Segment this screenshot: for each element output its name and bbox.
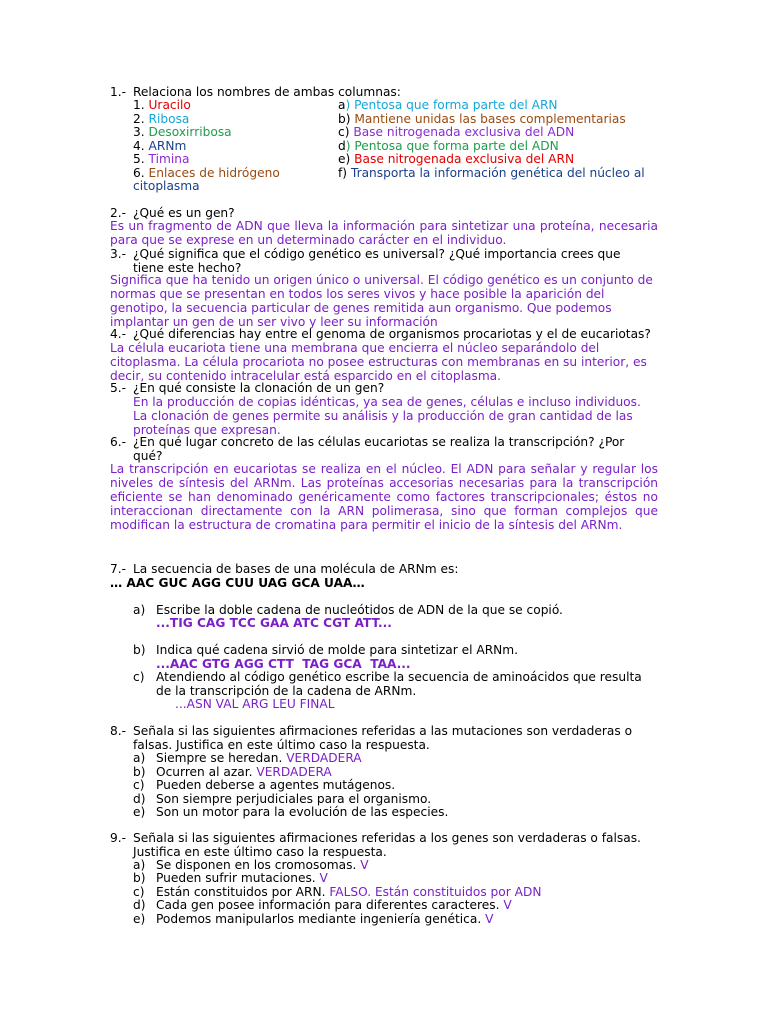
q9-number: 9.- (110, 831, 127, 845)
q9d-letter: d) (133, 898, 146, 912)
q2-number: 2.- (110, 206, 127, 220)
q8d-letter: d) (133, 792, 146, 806)
q8d-item: Son siempre perjudiciales para el organismo. (156, 792, 432, 806)
q6-answer: La transcripción en eucariotas se realiza en el núcleo. El ADN para señalar y regular los niveles de síntesis del ARNm. Las proteínas accesorias necesarias para la transcripción eficiente se han denominado genéricamente como factores transcripcionales; éstos no interaccionan directamente con la ARN polimerasa, sino que forman complejos que modifican la estructura de cromatina para permitir el inicio de la síntesis del ARNm. (110, 462, 658, 532)
q1-right-item-c: c) Base nitrogenada exclusiva del ADN (338, 125, 575, 139)
q5-number: 5.- (110, 381, 127, 395)
q1-right-item-a: a) Pentosa que forma parte del ARN (338, 98, 558, 112)
q9e-item: Podemos manipularlos mediante ingeniería genética. V (156, 912, 494, 926)
q8c-letter: c) (133, 778, 145, 792)
q1-right-item-f: f) Transporta la información genética del núcleo al (338, 166, 645, 180)
q4-number: 4.- (110, 327, 127, 341)
q7a-answer: ...TIG CAG TCC GAA ATC CGT ATT... (156, 616, 392, 630)
q2-prompt: ¿Qué es un gen? (133, 206, 235, 220)
q6-prompt: ¿En qué lugar concreto de las células eucariotas se realiza la transcripción? ¿Por qué? (133, 435, 625, 463)
q1-left-continuation: citoplasma (133, 179, 200, 193)
q1-right-item-d: d) Pentosa que forma parte del ADN (338, 139, 559, 153)
q8b-letter: b) (133, 765, 146, 779)
q4-prompt: ¿Qué diferencias hay entre el genoma de organismos procariotas y el de eucariotas? (133, 327, 651, 341)
q1-left-item-1: 1. Uracilo (133, 98, 191, 112)
q3-number: 3.- (110, 247, 127, 261)
q7b-text: Indica qué cadena sirvió de molde para sintetizar el ARNm. (156, 643, 519, 657)
q3-prompt: ¿Qué significa que el código genético es universal? ¿Qué importancia crees que tiene este hecho? (133, 247, 621, 275)
q9c-item: Están constituidos por ARN. FALSO. Están constituidos por ADN (156, 885, 542, 899)
q8c-item: Pueden deberse a agentes mutágenos. (156, 778, 396, 792)
q6-number: 6.- (110, 435, 127, 449)
q7c-answer: ...ASN VAL ARG LEU FINAL (175, 697, 335, 711)
q1-right-item-e: e) Base nitrogenada exclusiva del ARN (338, 152, 575, 166)
q7-sequence: … AAC GUC AGG CUU UAG GCA UAA… (110, 576, 365, 590)
q7a-letter: a) (133, 603, 146, 617)
q4-answer: La célula eucariota tiene una membrana que encierra el núcleo separándolo del citoplasma. La célula procariota no posee estructuras con membranas en su interior, es decir, su contenido intracelular está esparcido en el citoplasma. (110, 341, 647, 383)
q9b-item: Pueden sufrir mutaciones. V (156, 871, 328, 885)
q7b-answer: ...AAC GTG AGG CTT TAG GCA TAA... (156, 657, 411, 671)
q9e-letter: e) (133, 912, 146, 926)
q9b-letter: b) (133, 871, 146, 885)
q9c-letter: c) (133, 885, 145, 899)
q7-prompt: La secuencia de bases de una molécula de ARNm es: (133, 562, 459, 576)
q1-left-item-3: 3. Desoxirribosa (133, 125, 232, 139)
q1-right-item-b: b) Mantiene unidas las bases complementarias (338, 112, 626, 126)
q9a-item: Se disponen en los cromosomas. V (156, 858, 369, 872)
q7c-text: Atendiendo al código genético escribe la secuencia de aminoácidos que resulta de la transcripción de la cadena de ARNm. (156, 670, 642, 698)
q8-number: 8.- (110, 724, 127, 738)
q7b-letter: b) (133, 643, 146, 657)
q1-left-item-5: 5. Timina (133, 152, 190, 166)
q1-prompt: Relaciona los nombres de ambas columnas: (133, 85, 401, 99)
q7-number: 7.- (110, 562, 127, 576)
q8e-letter: e) (133, 805, 146, 819)
q7c-letter: c) (133, 670, 145, 684)
q8b-item: Ocurren al azar. VERDADERA (156, 765, 332, 779)
q5-answer: En la producción de copias idénticas, ya sea de genes, células e incluso individuos. La clonación de genes permite su análisis y la producción de gran cantidad de las proteínas que expresan. (133, 395, 641, 437)
q8-prompt: Señala si las siguientes afirmaciones referidas a las mutaciones son verdaderas o falsas. Justifica en este último caso la respuesta. (133, 724, 633, 752)
q8a-item: Siempre se heredan. VERDADERA (156, 751, 362, 765)
q1-left-item-6: 6. Enlaces de hidrógeno (133, 166, 280, 180)
q7a-text: Escribe la doble cadena de nucleótidos de ADN de la que se copió. (156, 603, 563, 617)
q9d-item: Cada gen posee información para diferentes caracteres. V (156, 898, 512, 912)
q8e-item: Son un motor para la evolución de las especies. (156, 805, 449, 819)
q1-number: 1.- (110, 85, 127, 99)
q9-prompt: Señala si las siguientes afirmaciones referidas a los genes son verdaderas o falsas. Justifica en este último caso la respuesta. (133, 831, 641, 859)
q3-answer: Significa que ha tenido un origen único o universal. El código genético es un conjunto de normas que se presentan en todos los seres vivos y hace posible la aparición del genotipo, la secuencia particular de genes remitida aun organismo. Que podemos implantar un gen de un ser vivo y leer su información (110, 273, 653, 329)
q2-answer: Es un fragmento de ADN que lleva la información para sintetizar una proteína, necesaria para que se exprese en un determinado carácter en el individuo. (110, 219, 658, 247)
q5-prompt: ¿En qué consiste la clonación de un gen? (133, 381, 385, 395)
q9a-letter: a) (133, 858, 146, 872)
q1-left-item-4: 4. ARNm (133, 139, 187, 153)
q8a-letter: a) (133, 751, 146, 765)
q1-left-item-2: 2. Ribosa (133, 112, 190, 126)
